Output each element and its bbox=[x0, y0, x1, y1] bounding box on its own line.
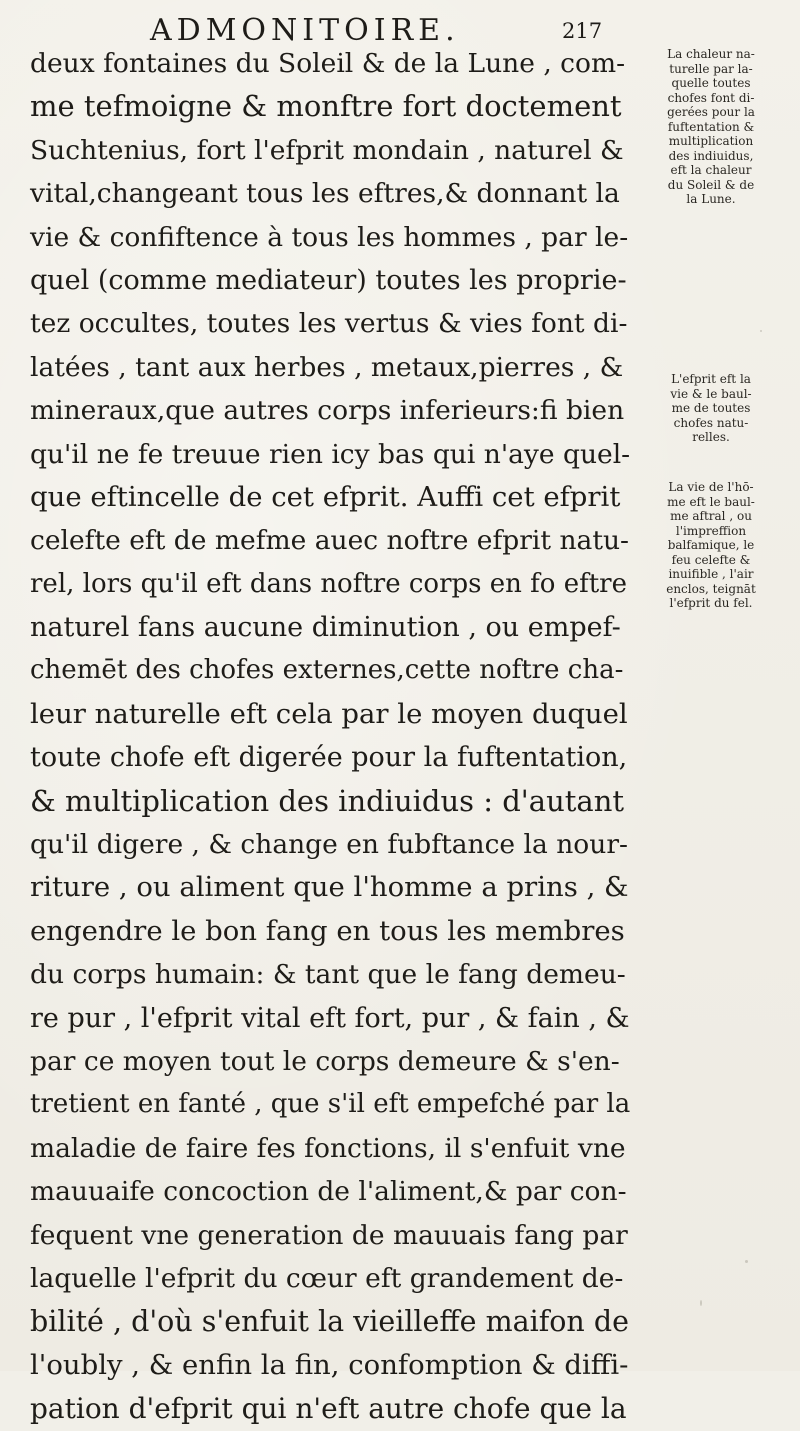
paper-speck bbox=[700, 1300, 702, 1306]
marginal-note-line: L'efprit eft la bbox=[671, 372, 751, 386]
body-line: qu'il digere , & change en fubftance la nour- bbox=[30, 829, 628, 861]
marginal-note-line: multiplication bbox=[668, 134, 754, 148]
body-line: mauuaife concoction de l'aliment,& par con- bbox=[30, 1176, 627, 1208]
body-line: leur naturelle eft cela par le moyen duquel bbox=[30, 697, 628, 730]
marginal-note-line: enclos, teignāt bbox=[666, 581, 756, 596]
marginal-note-line: gerées pour la bbox=[667, 105, 755, 119]
marginal-note-life-of-man bbox=[636, 480, 786, 611]
marginal-note-line: eft la chaleur bbox=[670, 163, 752, 177]
marginal-note-line: quelle toutes bbox=[671, 76, 751, 90]
body-line: re pur , l'efprit vital eft fort, pur , & fain , & bbox=[30, 1002, 630, 1034]
body-line: maladie de faire fes fonctions, il s'enfuit vne bbox=[30, 1132, 626, 1164]
marginal-note-line: La vie de l'hō- bbox=[668, 480, 754, 494]
running-head-title: ADMONITOIRE. bbox=[150, 13, 460, 48]
body-line: me tefmoigne & monftre fort doctement bbox=[30, 89, 622, 124]
body-line: pation d'efprit qui n'eft autre chofe que la bbox=[30, 1392, 627, 1426]
marginal-note-line: chofes natu- bbox=[673, 415, 749, 430]
marginal-note-line: inuifible , l'air bbox=[668, 567, 754, 581]
body-line: Suchtenius, fort l'efprit mondain , naturel & bbox=[30, 134, 624, 166]
body-text bbox=[30, 42, 630, 1431]
marginal-note-line: la Lune. bbox=[686, 192, 736, 206]
marginal-note-line: fuftentation & bbox=[667, 119, 755, 134]
marginal-note-line: l'efprit du fel. bbox=[669, 596, 753, 610]
body-line: l'oubly , & enfin la fin, confomption & diffi- bbox=[30, 1348, 629, 1381]
body-line: engendre le bon fang en tous les membres bbox=[30, 914, 625, 947]
body-line: naturel fans aucune diminution , ou empef- bbox=[30, 612, 621, 644]
marginal-note-line: chofes font di- bbox=[667, 90, 755, 105]
marginal-note-line: du Soleil & de bbox=[667, 177, 755, 192]
marginal-note-line: l'impreffion bbox=[675, 523, 747, 538]
marginal-note-line: me de toutes bbox=[671, 401, 751, 415]
paper-speck bbox=[745, 1260, 748, 1263]
body-line: vie & confiftence à tous les hommes , par le- bbox=[30, 221, 629, 253]
body-line: par ce moyen tout le corps demeure & s'en- bbox=[30, 1045, 620, 1077]
page-number: 217 bbox=[562, 19, 603, 43]
body-line: mineraux,que autres corps inferieurs:fi bien bbox=[30, 395, 625, 427]
body-line: celefte eft de mefme auec noftre efprit natu- bbox=[30, 525, 630, 557]
body-line: riture , ou aliment que l'homme a prins , & bbox=[30, 871, 629, 904]
body-line: & multiplication des indiuidus : d'autant bbox=[30, 783, 625, 818]
body-line: laquelle l'efprit du cœur eft grandement de- bbox=[30, 1262, 624, 1294]
marginal-note-line: des indiuidus, bbox=[668, 148, 754, 163]
marginal-note-line: me aftral , ou bbox=[670, 509, 752, 523]
marginal-note-line: relles. bbox=[692, 430, 730, 444]
body-line: deux fontaines du Soleil & de la Lune , com- bbox=[30, 48, 626, 79]
body-line: que eftincelle de cet efprit. Auffi cet efprit bbox=[30, 480, 621, 513]
body-line: chemēt des chofes externes,cette noftre cha- bbox=[30, 655, 624, 686]
marginal-note-line: balfamique, le bbox=[667, 538, 755, 552]
body-line: fequent vne generation de mauuais fang par bbox=[30, 1219, 628, 1251]
marginal-note-line: La chaleur na- bbox=[667, 47, 755, 61]
marginal-note-natural-heat bbox=[636, 47, 786, 207]
marginal-note-line: turelle par la- bbox=[669, 61, 753, 76]
body-line: du corps humain: & tant que le fang demeu- bbox=[30, 959, 626, 991]
body-line: latées , tant aux herbes , metaux,pierres , & bbox=[30, 351, 624, 383]
body-line: qu'il ne fe treuue rien icy bas qui n'aye quel- bbox=[30, 438, 631, 470]
marginal-note-spirit bbox=[636, 372, 786, 445]
marginal-note-line: vie & le baul- bbox=[670, 386, 752, 401]
body-line: toute chofe eft digerée pour la fuftentation, bbox=[30, 742, 628, 774]
body-line: tez occultes, toutes les vertus & vies font di- bbox=[30, 308, 628, 340]
marginal-note-line: feu celefte & bbox=[671, 552, 751, 567]
body-line: quel (comme mediateur) toutes les proprie- bbox=[30, 264, 627, 296]
body-line: rel, lors qu'il eft dans noftre corps en fo eftre bbox=[30, 568, 627, 599]
body-line: tretient en fanté , que s'il eft empefché par la bbox=[30, 1089, 631, 1120]
body-line: bilité , d'où s'enfuit la vieilleffe maifon de bbox=[30, 1305, 629, 1339]
marginal-note-line: me eft le baul- bbox=[667, 494, 755, 509]
paper-speck bbox=[760, 330, 762, 332]
body-line: vital,changeant tous les eftres,& donnant la bbox=[30, 178, 620, 210]
